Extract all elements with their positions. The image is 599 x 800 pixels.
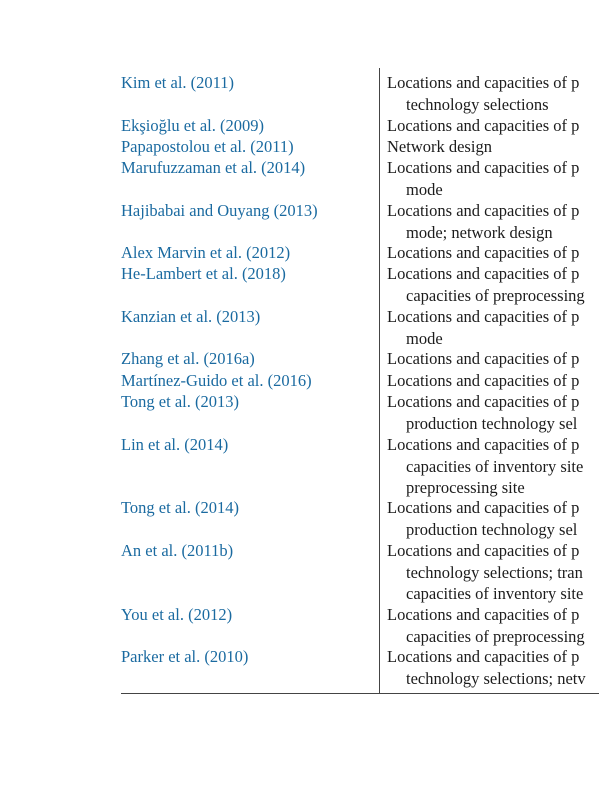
description-line: mode xyxy=(406,328,443,348)
description-line: Locations and capacities of p xyxy=(387,605,580,624)
description-cell xyxy=(387,348,599,370)
description-cell xyxy=(387,370,599,392)
description-line: Locations and capacities of p xyxy=(387,116,580,135)
description-line: Locations and capacities of p xyxy=(387,647,580,666)
description-line: Locations and capacities of p xyxy=(387,307,580,326)
citation-link[interactable]: Lin et al. (2014) xyxy=(121,435,229,454)
citation-link[interactable]: Martínez-Guido et al. (2016) xyxy=(121,371,312,390)
description-line: Locations and capacities of p xyxy=(387,158,580,177)
citation-link[interactable]: He-Lambert et al. (2018) xyxy=(121,264,286,283)
description-line: Locations and capacities of p xyxy=(387,392,580,411)
citation-link[interactable]: Alex Marvin et al. (2012) xyxy=(121,243,291,262)
description-line: capacities of inventory site xyxy=(406,584,584,603)
description-cell xyxy=(387,263,599,306)
citation-link[interactable]: Marufuzzaman et al. (2014) xyxy=(121,158,306,177)
description-cell xyxy=(387,540,599,605)
description-line: Locations and capacities of p xyxy=(387,498,580,517)
description-line: Locations and capacities of p xyxy=(387,264,580,283)
description-line: Locations and capacities of p xyxy=(387,73,580,92)
description-line: capacities of inventory site xyxy=(406,456,584,476)
description-cell xyxy=(387,434,599,499)
citation-link[interactable]: An et al. (2011b) xyxy=(121,541,234,560)
description-line: Network design xyxy=(387,137,492,156)
citation-link[interactable]: Kim et al. (2011) xyxy=(121,73,235,92)
description-line: capacities of preprocessing xyxy=(406,285,585,305)
description-cell xyxy=(387,72,599,115)
description-line: preprocessing site xyxy=(406,478,525,497)
description-cell xyxy=(387,391,599,434)
description-line: mode xyxy=(406,179,443,199)
citation-link[interactable]: Tong et al. (2013) xyxy=(121,392,239,411)
description-cell xyxy=(387,115,599,137)
description-line: Locations and capacities of p xyxy=(387,201,580,220)
citation-link[interactable]: Papapostolou et al. (2011) xyxy=(121,137,294,156)
column-divider xyxy=(379,68,380,693)
description-cell xyxy=(387,242,599,264)
description-line: capacities of preprocessing xyxy=(406,626,585,646)
description-cell xyxy=(387,497,599,540)
description-cell xyxy=(387,306,599,349)
description-line: production technology sel xyxy=(406,413,578,433)
description-line: Locations and capacities of p xyxy=(387,371,580,390)
description-cell xyxy=(387,604,599,647)
citation-link[interactable]: Parker et al. (2010) xyxy=(121,647,249,666)
citation-link[interactable]: You et al. (2012) xyxy=(121,605,233,624)
description-cell xyxy=(387,136,599,158)
references-table xyxy=(121,68,599,694)
description-line: technology selections; netv xyxy=(406,668,586,688)
description-line: mode; network design xyxy=(406,222,553,242)
citation-link[interactable]: Hajibabai and Ouyang (2013) xyxy=(121,201,318,220)
description-line: Locations and capacities of p xyxy=(387,435,580,454)
citation-link[interactable]: Tong et al. (2014) xyxy=(121,498,239,517)
description-cell xyxy=(387,157,599,200)
citation-link[interactable]: Zhang et al. (2016a) xyxy=(121,349,255,368)
description-line: Locations and capacities of p xyxy=(387,349,580,368)
description-line: technology selections; tran xyxy=(406,562,583,582)
description-cell xyxy=(387,200,599,243)
description-line: Locations and capacities of p xyxy=(387,243,580,262)
citation-link[interactable]: Ekşioğlu et al. (2009) xyxy=(121,116,264,135)
description-cell xyxy=(387,646,599,689)
citation-link[interactable]: Kanzian et al. (2013) xyxy=(121,307,261,326)
description-line: technology selections xyxy=(406,94,549,114)
description-line: production technology sel xyxy=(406,519,578,539)
description-line: Locations and capacities of p xyxy=(387,541,580,560)
